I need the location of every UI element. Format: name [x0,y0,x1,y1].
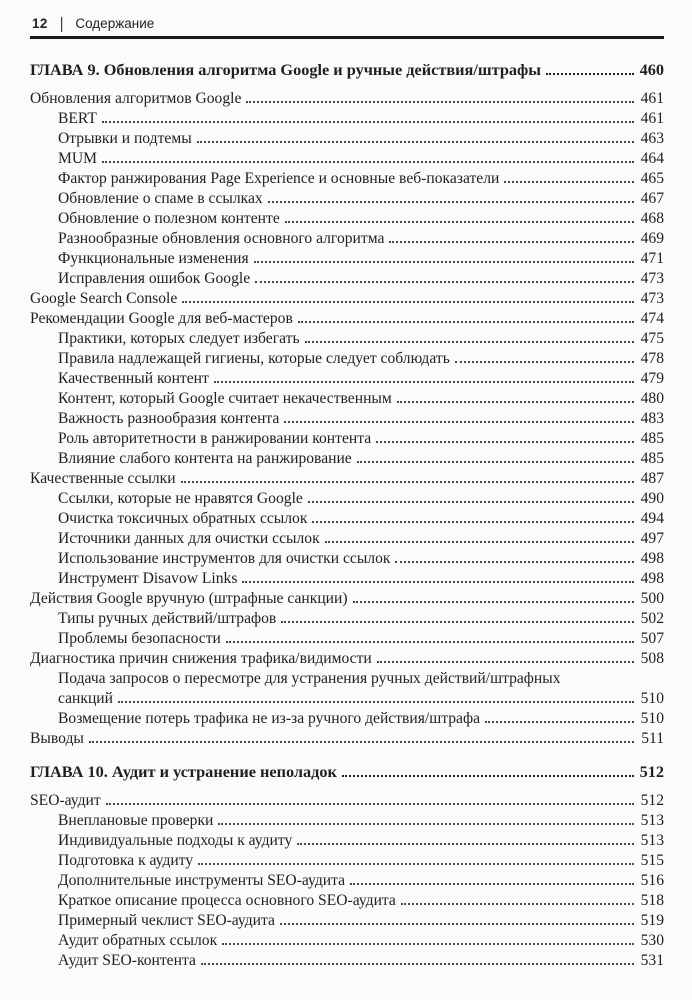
dot-leader [218,823,634,825]
entry-page-number: 468 [640,210,664,227]
dot-leader [197,141,634,143]
dot-leader [89,741,634,743]
chapter-title: ГЛАВА 10. Аудит и устранение неполадок [30,762,337,781]
entry-title: Обновление о спаме в ссылках [58,190,263,207]
dot-leader [305,341,634,343]
toc-entry [30,209,664,229]
chapter-page-number: 512 [639,762,664,781]
entry-page-number: 512 [640,792,664,809]
entry-title: Рекомендации Google для веб-мастеров [30,310,293,327]
dot-leader [312,521,634,523]
dot-leader [181,481,634,483]
entry-title: Фактор ранжирования Page Experience и основные веб-показатели [58,170,500,187]
dot-leader [280,923,634,925]
entry-title: Обновления алгоритмов Google [30,90,242,107]
toc-entry [30,489,664,509]
entry-page-number: 513 [640,812,664,829]
entry-title: санкций [58,690,113,707]
entry-page-number: 473 [640,270,664,287]
entry-page-number: 473 [640,290,664,307]
toc-entry [30,951,664,971]
entry-title: Подготовка к аудиту [58,852,194,869]
toc-entry [30,109,664,129]
entry-title: Роль авторитетности в ранжировании контента [58,430,372,447]
entry-page-number: 467 [640,190,664,207]
entry-title: Правила надлежащей гигиены, которые следует соблюдать [58,350,450,367]
entry-page-number: 510 [640,690,664,707]
entry-title: BERT [58,110,97,127]
toc-entry [30,549,664,569]
entry-page-number: 478 [640,350,664,367]
entry-title: Аудит обратных ссылок [58,932,218,949]
entry-page-number: 502 [640,610,664,627]
entry-page-number: 479 [640,370,664,387]
chapter-section [30,60,664,749]
entry-title: MUM [58,150,97,167]
entry-page-number: 511 [641,730,664,747]
entry-title: Исправления ошибок Google [58,270,251,287]
dot-leader [246,101,634,103]
entry-title: Отрывки и подтемы [58,130,192,147]
entry-page-number: 464 [640,150,664,167]
dot-leader [281,621,634,623]
dot-leader [397,401,634,403]
dot-leader [106,803,634,805]
toc-entry [30,369,664,389]
entry-page-number: 531 [640,952,664,969]
entry-title: Диагностика причин снижения трафика/видимости [30,650,372,667]
dot-leader [504,181,634,183]
toc-entry [30,409,664,429]
toc-entry [30,529,664,549]
toc-entry [30,689,664,709]
chapter-section [30,762,664,971]
dot-leader [298,321,634,323]
entry-title: Возмещение потерь трафика не из-за ручного действия/штрафа [58,710,480,727]
dot-leader [102,161,634,163]
entry-title: Аудит SEO-контента [58,952,196,969]
entry-page-number: 498 [640,550,664,567]
toc-entry [30,429,664,449]
dot-leader [357,461,634,463]
entry-title: Источники данных для очистки ссылок [58,530,320,547]
toc-entry [30,649,664,669]
entry-title: Влияние слабого контента на ранжирование [58,450,352,467]
entry-title: Инструмент Disavow Links [58,570,238,587]
toc-entry [30,469,664,489]
entry-page-number: 513 [640,832,664,849]
dot-leader [284,421,634,423]
entry-page-number: 515 [640,852,664,869]
entry-title: Важность разнообразия контента [58,410,280,427]
toc-entry [30,709,664,729]
dot-leader [342,775,634,777]
entry-title: Внеплановые проверки [58,812,214,829]
entry-page-number: 463 [640,130,664,147]
dot-leader [401,903,634,905]
toc-entry [30,569,664,589]
entry-page-number: 494 [640,510,664,527]
dot-leader [182,301,634,303]
entry-page-number: 500 [640,590,664,607]
dot-leader [485,721,634,723]
entry-page-number: 498 [640,570,664,587]
entry-page-number: 485 [640,450,664,467]
toc-entry [30,791,664,811]
toc-entry [30,89,664,109]
toc-entry [30,349,664,369]
toc-entry [30,629,664,649]
entry-page-number: 485 [640,430,664,447]
dot-leader [350,883,634,885]
dot-leader [214,381,634,383]
entry-page-number: 519 [640,912,664,929]
dot-leader [395,561,634,563]
entry-page-number: 474 [640,310,664,327]
toc-entry [30,831,664,851]
dot-leader [308,501,634,503]
toc-entry [30,189,664,209]
entry-page-number: 518 [640,892,664,909]
toc-entry [30,891,664,911]
entry-title: Очистка токсичных обратных ссылок [58,510,308,527]
dot-leader [255,281,634,283]
dot-leader [268,201,634,203]
dot-leader [118,701,634,703]
entry-title: Подача запросов о пересмотре для устранения ручных действий/штрафных [58,670,561,687]
entry-title: Примерный чеклист SEO-аудита [58,912,275,929]
dot-leader [546,73,634,75]
entry-page-number: 497 [640,530,664,547]
toc-entry [30,169,664,189]
dot-leader [254,261,634,263]
toc-entry [30,149,664,169]
toc-entry [30,249,664,269]
entry-page-number: 461 [640,110,664,127]
dot-leader [102,121,634,123]
dot-leader [201,963,634,965]
entry-title: Качественные ссылки [30,470,176,487]
toc-entry [30,589,664,609]
toc-entry [30,449,664,469]
dot-leader [376,441,634,443]
entry-title: Выводы [30,730,84,747]
toc-entry [30,309,664,329]
toc-entry [30,871,664,891]
entry-title: Использование инструментов для очистки ссылок [58,550,391,567]
dot-leader [226,641,634,643]
toc-entry [30,609,664,629]
page-number: 12 [32,16,48,31]
toc-entry [30,669,664,689]
toc-entry [30,229,664,249]
dot-leader [297,843,634,845]
toc-entry [30,289,664,309]
chapter-entries [30,89,664,749]
toc-entry [30,911,664,931]
toc-entry [30,811,664,831]
entry-page-number: 490 [640,490,664,507]
dot-leader [389,241,634,243]
entry-page-number: 516 [640,872,664,889]
entry-page-number: 480 [640,390,664,407]
entry-title: SEO-аудит [30,792,101,809]
entry-title: Проблемы безопасности [58,630,221,647]
dot-leader [242,581,634,583]
header-separator: | [59,14,64,33]
dot-leader [353,601,634,603]
chapter-page-number: 460 [639,60,664,79]
entry-page-number: 510 [640,710,664,727]
entry-page-number: 508 [640,650,664,667]
entry-title: Качественный контент [58,370,209,387]
entry-page-number: 487 [640,470,664,487]
entry-page-number: 469 [640,230,664,247]
toc-entry [30,389,664,409]
chapter-heading-row [30,762,664,782]
dot-leader [198,863,634,865]
dot-leader [325,541,634,543]
toc-entry [30,729,664,749]
entry-title: Действия Google вручную (штрафные санкции) [30,590,348,607]
chapter-heading-row [30,60,664,80]
entry-page-number: 461 [640,90,664,107]
entry-title: Функциональные изменения [58,250,249,267]
entry-title: Краткое описание процесса основного SEO-аудита [58,892,396,909]
entry-title: Практики, которых следует избегать [58,330,300,347]
entry-title: Ссылки, которые не нравятся Google [58,490,303,507]
toc-entry [30,269,664,289]
dot-leader [377,661,634,663]
dot-leader [222,943,634,945]
entry-page-number: 471 [640,250,664,267]
running-head-title: Содержание [75,16,155,31]
entry-title: Дополнительные инструменты SEO-аудита [58,872,346,889]
entry-title: Типы ручных действий/штрафов [58,610,277,627]
entry-title: Индивидуальные подходы к аудиту [58,832,293,849]
entry-page-number: 475 [640,330,664,347]
entry-title: Разнообразные обновления основного алгоритма [58,230,385,247]
toc [30,60,664,971]
toc-entry [30,931,664,951]
toc-entry [30,509,664,529]
chapter-entries [30,791,664,971]
entry-title: Google Search Console [30,290,178,307]
dot-leader [455,361,634,363]
entry-title: Обновление о полезном контенте [58,210,280,227]
running-head [30,16,664,31]
toc-entry [30,851,664,871]
entry-title: Контент, который Google считает некачественным [58,390,392,407]
entry-page-number: 465 [640,170,664,187]
header-rule [30,36,664,39]
toc-entry [30,329,664,349]
entry-page-number: 530 [640,932,664,949]
entry-page-number: 483 [640,410,664,427]
dot-leader [285,221,634,223]
toc-entry [30,129,664,149]
entry-page-number: 507 [640,630,664,647]
chapter-title: ГЛАВА 9. Обновления алгоритма Google и ручные действия/штрафы [30,60,541,79]
